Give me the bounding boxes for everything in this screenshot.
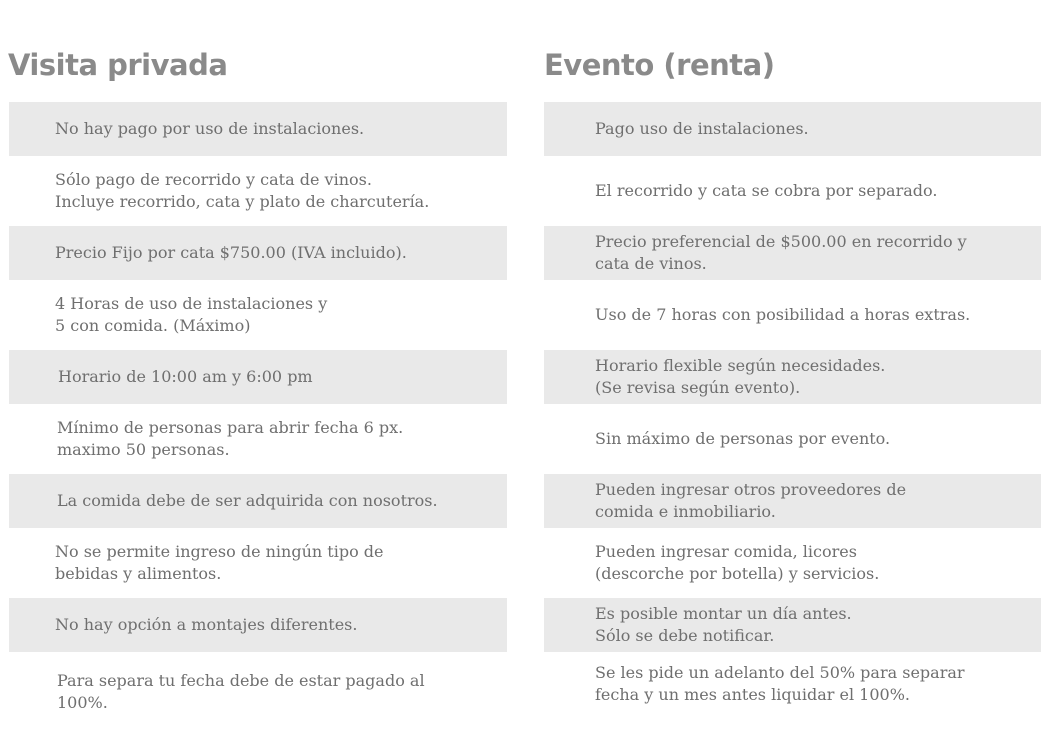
list-item	[9, 156, 507, 226]
list-item-text: Se les pide un adelanto del 50% para separar fecha y un mes antes liquidar el 100%.	[595, 663, 965, 704]
list-item-text: No hay opción a montajes diferentes.	[55, 615, 358, 634]
list-item	[544, 102, 1041, 156]
list-item	[544, 280, 1041, 350]
list-item-text: Sólo pago de recorrido y cata de vinos. Incluye recorrido, cata y plato de charcutería.	[55, 170, 430, 211]
list-item	[544, 528, 1041, 598]
list-item	[544, 156, 1041, 226]
list-item	[9, 528, 507, 598]
list-item-text: Horario de 10:00 am y 6:00 pm	[58, 367, 313, 386]
column-title: Evento (renta)	[544, 48, 775, 82]
list-item-text: Pueden ingresar otros proveedores de comida e inmobiliario.	[595, 480, 907, 521]
list-item	[544, 652, 1041, 716]
list-item	[544, 226, 1041, 280]
list-item-text: No hay pago por uso de instalaciones.	[55, 119, 365, 138]
list-item	[9, 102, 507, 156]
list-item	[9, 404, 507, 474]
list-item	[544, 474, 1041, 528]
list-item-text: El recorrido y cata se cobra por separado.	[595, 181, 938, 200]
list-item-text: Sin máximo de personas por evento.	[595, 429, 891, 448]
list-item	[9, 598, 507, 652]
list-item-text: Es posible montar un día antes. Sólo se debe notificar.	[595, 604, 852, 645]
list-item-text: Pueden ingresar comida, licores (descorche por botella) y servicios.	[595, 542, 880, 583]
list-item-text: La comida debe de ser adquirida con nosotros.	[57, 491, 438, 510]
list-item-text: Pago uso de instalaciones.	[595, 119, 809, 138]
list-item-text: Mínimo de personas para abrir fecha 6 px. maximo 50 personas.	[57, 418, 404, 459]
list-item	[9, 652, 507, 732]
list-item	[544, 598, 1041, 652]
list-item-text: Precio preferencial de $500.00 en recorrido y cata de vinos.	[595, 232, 967, 273]
list-item	[544, 350, 1041, 404]
list-item	[9, 280, 507, 350]
list-item	[9, 226, 507, 280]
list-item-text: Precio Fijo por cata $750.00 (IVA incluido).	[55, 243, 407, 262]
list-item-text: Para separa tu fecha debe de estar pagado al 100%.	[57, 671, 425, 712]
list-item-text: No se permite ingreso de ningún tipo de bebidas y alimentos.	[55, 542, 384, 583]
list-item	[9, 350, 507, 404]
list-item-text: 4 Horas de uso de instalaciones y 5 con comida. (Máximo)	[55, 294, 328, 335]
list-item	[9, 474, 507, 528]
column-title: Visita privada	[8, 48, 228, 82]
list-item-text: Uso de 7 horas con posibilidad a horas extras.	[595, 305, 971, 324]
list-item	[544, 404, 1041, 474]
list-item-text: Horario flexible según necesidades. (Se revisa según evento).	[595, 356, 886, 397]
